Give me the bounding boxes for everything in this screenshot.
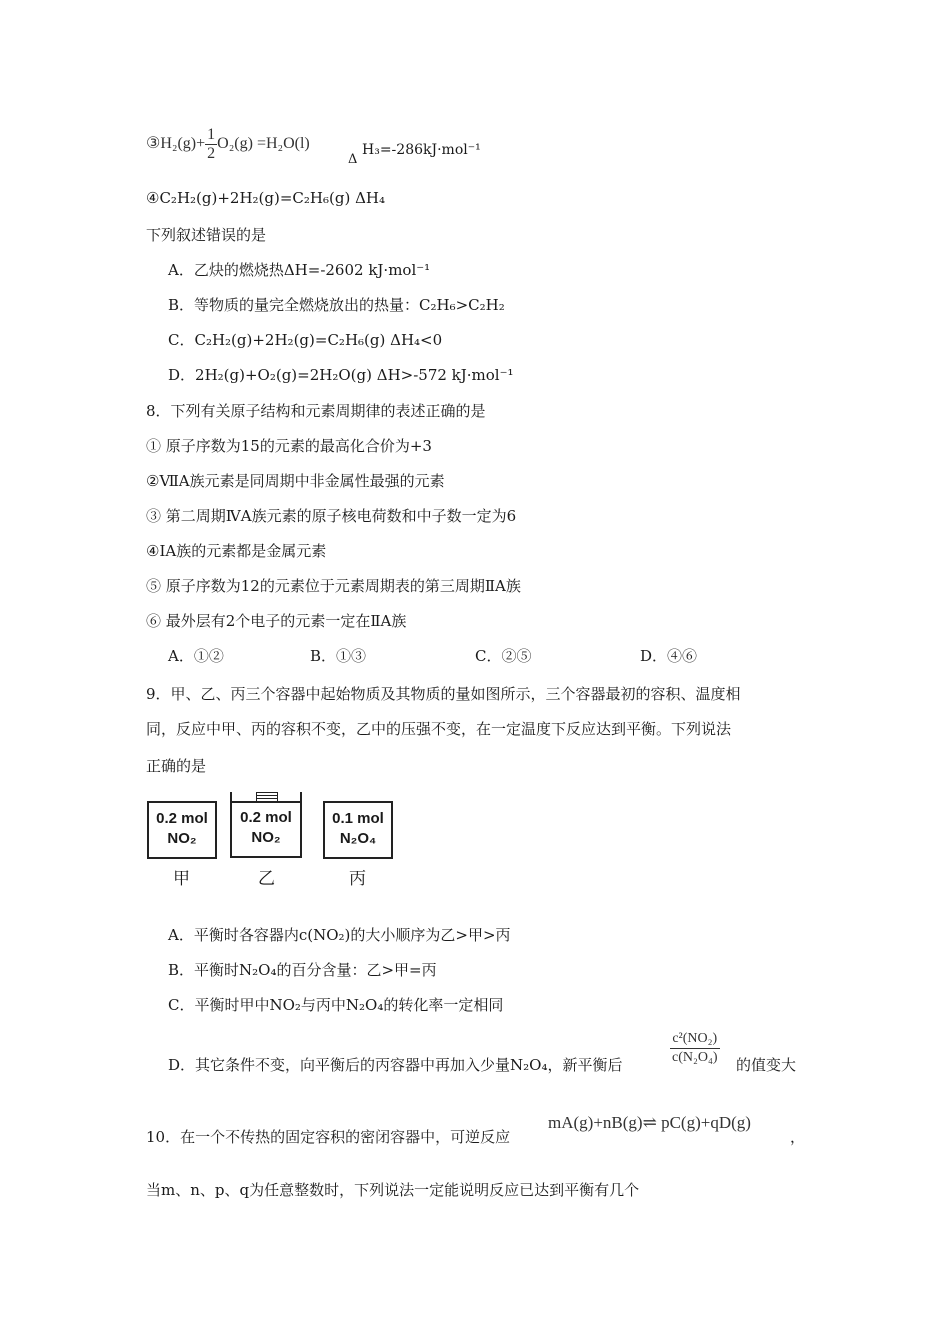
container-yi-amount: 0.2 mol (240, 809, 292, 826)
q9-stem-line-3: 正确的是 (146, 757, 207, 775)
q8-choice-a: A．①② (168, 647, 224, 665)
container-bing-amount: 0.1 mol (332, 810, 384, 827)
eq3-dh: H₃=-286kJ·mol⁻¹ (362, 142, 481, 158)
q8-stem: 8．下列有关原子结构和元素周期律的表述正确的是 (146, 402, 486, 420)
q8-item-3: ③ 第二周期ⅣA族元素的原子核电荷数和中子数一定为6 (146, 507, 517, 525)
q7-option-b: B．等物质的量完全燃烧放出的热量：C₂H₆>C₂H₂ (168, 296, 505, 314)
eq3-lhs: H₂(g)+ (160, 135, 206, 153)
q10-stem-prefix: 10．在一个不传热的固定容积的密闭容器中，可逆反应 (146, 1128, 511, 1146)
q9-stem-line-1: 9．甲、乙、丙三个容器中起始物质及其物质的量如图所示，三个容器最初的容积、温度相 (146, 685, 741, 703)
q10-line-2: 当m、n、p、q为任意整数时，下列说法一定能说明反应已达到平衡有几个 (146, 1181, 640, 1199)
piston-weight-icon (256, 792, 278, 802)
q8-choice-d: D．④⑥ (640, 647, 698, 665)
q8-item-1: ① 原子序数为15的元素的最高化合价为+3 (146, 437, 432, 455)
q10-reaction: mA(g)+nB(g)⇌ pC(g)+qD(g) (548, 1113, 751, 1132)
q7-option-d: D．2H₂(g)+O₂(g)=2H₂O(g) ΔH>-572 kJ·mol⁻¹ (168, 366, 514, 384)
optd-frac-den: c(N₂O₄) (672, 1050, 718, 1065)
eq3-fraction (205, 126, 217, 163)
container-bing-label: 丙 (349, 869, 366, 889)
container-jia-amount: 0.2 mol (156, 810, 208, 827)
q8-item-2: ②ⅦA族元素是同周期中非金属性最强的元素 (146, 472, 445, 490)
q9-option-b: B．平衡时N₂O₄的百分含量：乙>甲=丙 (168, 961, 437, 979)
container-yi-label: 乙 (258, 869, 275, 889)
container-jia-label: 甲 (173, 869, 190, 889)
q9-option-d-suffix: 的值变大 (736, 1056, 797, 1074)
container-yi-species: NO₂ (251, 829, 281, 846)
q8-choice-b: B．①③ (310, 647, 367, 665)
equation-4: ④C₂H₂(g)+2H₂(g)=C₂H₆(g) ΔH₄ (146, 189, 386, 207)
container-yi (230, 792, 302, 858)
container-jia-species: NO₂ (167, 830, 197, 847)
q8-choice-c: C．②⑤ (475, 647, 532, 665)
q9-option-c: C．平衡时甲中NO₂与丙中N₂O₄的转化率一定相同 (168, 996, 504, 1014)
q9-stem-line-2: 同，反应中甲、丙的容积不变，乙中的压强不变，在一定温度下反应达到平衡。下列说法 (146, 720, 732, 738)
container-bing-species: N₂O₄ (339, 830, 377, 847)
container-jia (147, 801, 217, 859)
q7-question: 下列叙述错误的是 (146, 226, 267, 244)
q9-option-d-prefix: D．其它条件不变，向平衡后的丙容器中再加入少量N₂O₄，新平衡后 (168, 1056, 623, 1074)
q9-option-d-fraction (670, 1030, 720, 1067)
eq3-frac-num: 1 (207, 126, 216, 143)
q8-item-5: ⑤ 原子序数为12的元素位于元素周期表的第三周期ⅡA族 (146, 577, 521, 595)
container-bing (323, 801, 393, 859)
q7-option-a: A．乙炔的燃烧热ΔH=-2602 kJ·mol⁻¹ (168, 261, 431, 279)
eq3-prefix: ③ (146, 135, 161, 153)
q9-option-a: A．平衡时各容器内c(NO₂)的大小顺序为乙>甲>丙 (168, 926, 511, 944)
eq3-delta: Δ (348, 152, 358, 167)
q8-item-6: ⑥ 最外层有2个电子的元素一定在ⅡA族 (146, 612, 407, 630)
q10-stem-suffix: ， (790, 1128, 806, 1146)
q8-item-4: ④ⅠA族的元素都是金属元素 (146, 542, 327, 560)
optd-frac-num: c²(NO₂) (670, 1030, 720, 1049)
q7-option-c: C．C₂H₂(g)+2H₂(g)=C₂H₆(g) ΔH₄<0 (168, 331, 443, 349)
equation-3 (146, 126, 310, 163)
eq3-frac-den: 2 (207, 145, 216, 162)
eq3-mid: O₂(g) =H₂O(l) (217, 135, 310, 153)
